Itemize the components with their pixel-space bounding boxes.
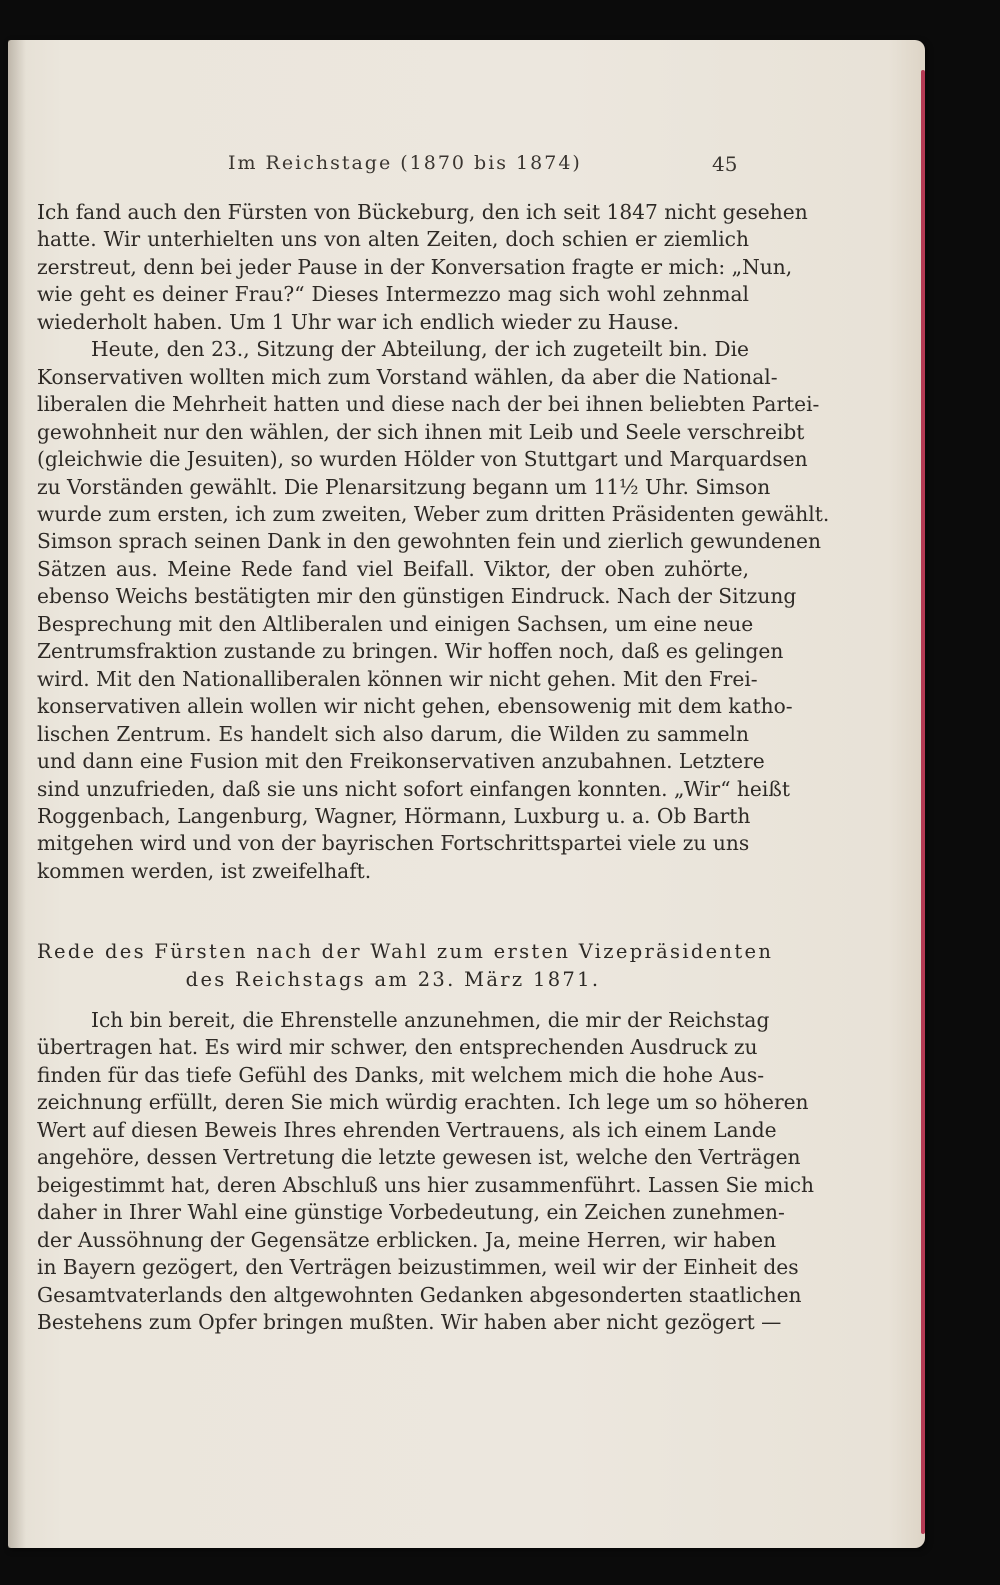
text-line: und dann eine Fusion mit den Freikonservativen anzubahnen. Letztere	[37, 749, 765, 774]
text-line: Simson sprach seinen Dank in den gewohnten fein und zierlich gewundenen	[37, 529, 821, 554]
text-line: wiederholt haben. Um 1 Uhr war ich endlich wieder zu Hause.	[37, 309, 680, 334]
section-heading	[37, 938, 774, 994]
page-number: 45	[712, 152, 738, 176]
text-line: Besprechung mit den Altliberalen und einigen Sachsen, um eine neue	[37, 611, 754, 636]
text-line: in Bayern gezögert, den Verträgen beizustimmen, weil wir der Einheit des	[37, 1255, 799, 1280]
text-line: hatte. Wir unterhielten uns von alten Zeiten, doch schien er ziemlich	[37, 227, 749, 252]
running-header: Im Reichstage (1870 bis 1874)	[228, 152, 582, 174]
text-line: kommen werden, ist zweifelhaft.	[37, 858, 372, 883]
text-line: zerstreut, denn bei jeder Pause in der Konversation fragte er mich: „Nun,	[37, 254, 793, 279]
text-line: zeichnung erfüllt, deren Sie mich würdig erachten. Ich lege um so höheren	[37, 1090, 809, 1115]
body-text-section-1	[37, 199, 830, 885]
section-heading-line-1: Rede des Fürsten nach der Wahl zum ersten Vizepräsidenten	[37, 940, 774, 963]
text-line: wird. Mit den Nationalliberalen können wir nicht gehen. Mit den Frei-	[37, 666, 758, 691]
gutter-shadow	[8, 40, 26, 1548]
text-line: lischen Zentrum. Es handelt sich also darum, die Wilden zu sammeln	[37, 721, 749, 746]
text-line: Zentrumsfraktion zustande zu bringen. Wir hoffen noch, daß es gelingen	[37, 639, 784, 664]
text-line: Konservativen wollten mich zum Vorstand wählen, da aber die National-	[37, 364, 778, 389]
text-line: Heute, den 23., Sitzung der Abteilung, der ich zugeteilt bin. Die	[91, 337, 749, 362]
text-line: Roggenbach, Langenburg, Wagner, Hörmann, Luxburg u. a. Ob Barth	[37, 803, 751, 828]
text-line: ebenso Weichs bestätigten mir den günstigen Eindruck. Nach der Sitzung	[37, 584, 797, 609]
text-line: Ich bin bereit, die Ehrenstelle anzunehmen, die mir der Reichstag	[91, 1008, 770, 1032]
text-line: angehöre, dessen Vertretung die letzte gewesen ist, welche den Verträgen	[37, 1145, 801, 1170]
text-line: beigestimmt hat, deren Abschluß uns hier zusammenführt. Lassen Sie mich	[37, 1172, 815, 1197]
text-line: Wert auf diesen Beweis Ihres ehrenden Vertrauens, als ich einem Lande	[37, 1117, 777, 1142]
text-line: konservativen allein wollen wir nicht gehen, ebensowenig mit dem katho-	[37, 694, 793, 719]
text-line: Bestehens zum Opfer bringen mußten. Wir haben aber nicht gezögert —	[37, 1309, 782, 1334]
text-line: Ich fand auch den Fürsten von Bückeburg, den ich seit 1847 nicht gesehen	[37, 200, 808, 224]
text-line: zu Vorständen gewählt. Die Plenarsitzung begann um 11½ Uhr. Simson	[37, 474, 771, 499]
text-line: gewohnheit nur den wählen, der sich ihnen mit Leib und Seele verschreibt	[37, 419, 805, 444]
text-line: (gleichwie die Jesuiten), so wurden Hölder von Stuttgart und Marquardsen	[37, 447, 808, 472]
text-line: Gesamtvaterlands den altgewohnten Gedanken abgesonderten staatlichen	[37, 1282, 802, 1307]
text-line: Sätzen aus. Meine Rede fand viel Beifall. Viktor, der oben zuhörte,	[37, 556, 749, 581]
page-edge-red	[921, 70, 925, 1534]
body-text-section-2	[37, 1007, 815, 1336]
text-line: übertragen hat. Es wird mir schwer, den entsprechenden Ausdruck zu	[37, 1035, 758, 1060]
text-line: der Aussöhnung der Gegensätze erblicken. Ja, meine Herren, wir haben	[37, 1227, 777, 1252]
text-line: finden für das tiefe Gefühl des Danks, mit welchem mich die hohe Aus-	[37, 1062, 765, 1087]
text-line: mitgehen wird und von der bayrischen Fortschrittspartei viele zu uns	[37, 831, 750, 856]
text-line: liberalen die Mehrheit hatten und diese nach der bei ihnen beliebten Partei-	[37, 392, 820, 417]
text-line: wie geht es deiner Frau?“ Dieses Intermezzo mag sich wohl zehnmal	[37, 282, 749, 307]
section-heading-line-2: des Reichstags am 23. März 1871.	[185, 968, 601, 991]
text-line: daher in Ihrer Wahl eine günstige Vorbedeutung, ein Zeichen zunehmen-	[37, 1200, 785, 1225]
text-line: sind unzufrieden, daß sie uns nicht sofort einfangen konnten. „Wir“ heißt	[37, 776, 790, 801]
text-line: wurde zum ersten, ich zum zweiten, Weber zum dritten Präsidenten gewählt.	[37, 501, 830, 526]
